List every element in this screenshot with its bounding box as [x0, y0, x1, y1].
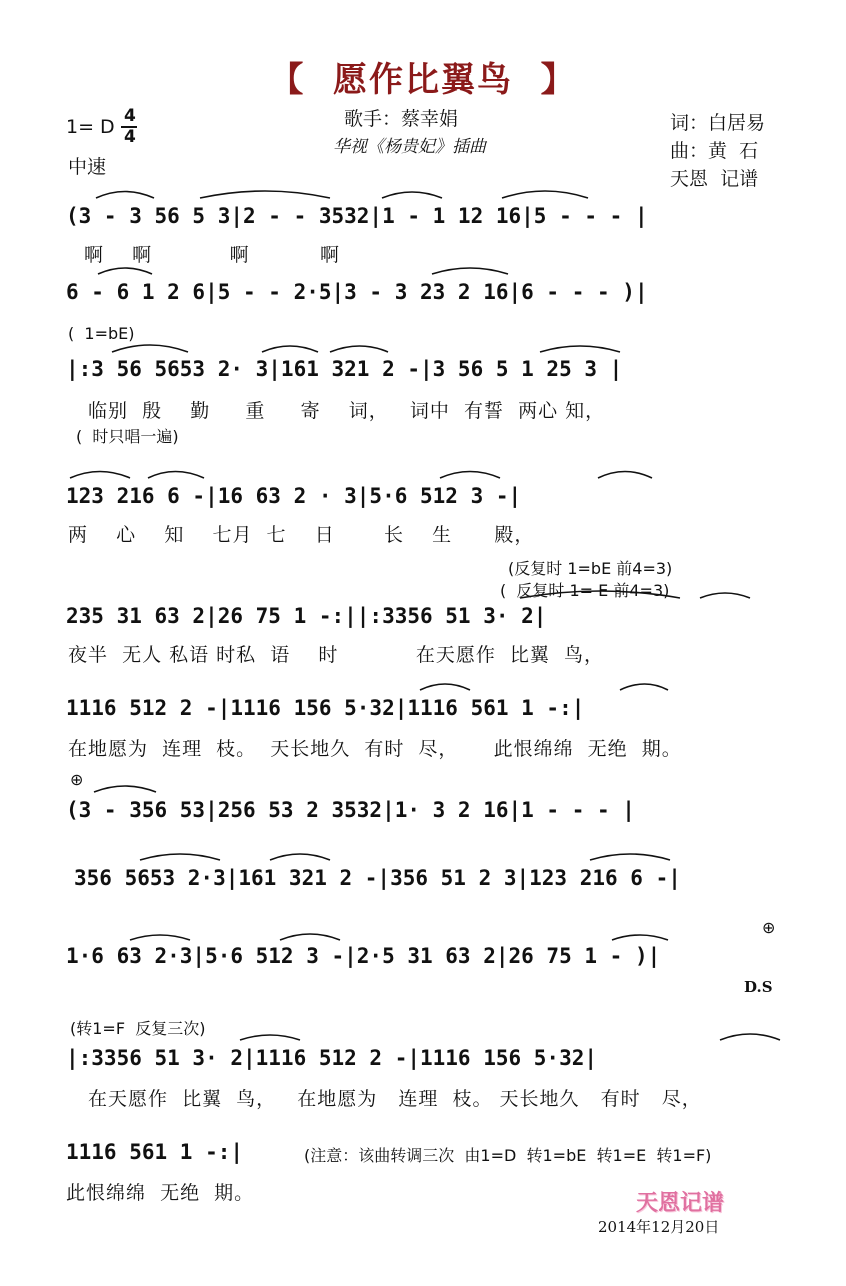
- score-line: 123 216 6 -|16 63 2 · 3|5·6 512 3 -|: [66, 484, 522, 508]
- score-line: 235 31 63 2|26 75 1 -:||:3356 51 3· 2|: [66, 604, 547, 628]
- lyric-line: 临别 殷 勤 重 寄 词， 词中 有誓 两心 知，: [88, 400, 606, 422]
- score-line: |:3 56 5653 2· 3|161 321 2 -|3 56 5 1 25 3 |: [66, 357, 623, 381]
- lyric-line: 在地愿为 连理 枝。 天长地久 有时 尽， 此恨绵绵 无绝 期。: [68, 738, 682, 760]
- key-signature: 1= D: [66, 116, 115, 138]
- score-line: 356 5653 2·3|161 321 2 -|356 51 2 3|123 216 6 -|: [74, 866, 681, 890]
- lyric-line: 夜半 无人 私语 时私 语 时 在天愿作 比翼 鸟，: [68, 644, 604, 666]
- coda-icon: ⊕: [762, 918, 776, 937]
- coda-icon: ⊕: [70, 770, 84, 789]
- segno-once-note: ( 时只唱一遍): [76, 427, 179, 446]
- repeat-note-1: (反复时 1=bE 前4=3): [508, 559, 673, 578]
- time-sig-top: 4: [124, 106, 136, 126]
- segno-key-note: ( 1=bE): [68, 324, 135, 343]
- lyric-line: 啊 啊 啊 啊: [84, 244, 340, 266]
- source-credit: 华视《杨贵妃》插曲: [333, 137, 486, 157]
- score-line: (3 - 356 53|256 53 2 3532|1· 3 2 16|1 - - - |: [66, 798, 635, 822]
- lyricist-credit: 词：白居易: [670, 112, 766, 134]
- modulation-footnote: (注意：该曲转调三次 由1=D 转1=bE 转1=E 转1=F): [304, 1146, 712, 1165]
- composer-credit: 曲：黄 石: [670, 140, 759, 162]
- tempo-marking: 中速: [68, 156, 107, 178]
- signature-stamp: 天恩记谱: [636, 1191, 725, 1216]
- lyric-line: 两 心 知 七月 七 日 长 生 殿，: [68, 524, 535, 546]
- score-line: 1·6 63 2·3|5·6 512 3 -|2·5 31 63 2|26 75 1 - )|: [66, 944, 661, 968]
- score-line: 6 - 6 1 2 6|5 - - 2·5|3 - 3 23 2 16|6 - - - )|: [66, 280, 648, 304]
- repeat-note-2: ( 反复时 1= E 前4=3): [500, 581, 670, 600]
- modulation-note: (转1=F 反复三次): [70, 1019, 206, 1038]
- singer-credit: 歌手：蔡幸娟: [344, 108, 459, 130]
- score-line: 1116 561 1 -:|: [66, 1140, 244, 1164]
- lyric-line: 此恨绵绵 无绝 期。: [66, 1182, 255, 1204]
- page-title: 【 愿作比翼鸟 】: [269, 60, 577, 100]
- dal-segno-mark: D.S: [744, 978, 773, 996]
- transcriber-credit: 天恩 记谱: [670, 168, 759, 190]
- time-sig-bottom: 4: [124, 127, 136, 147]
- score-line: |:3356 51 3· 2|1116 512 2 -|1116 156 5·32|: [66, 1046, 598, 1070]
- score-line: (3 - 3 56 5 3|2 - - 3532|1 - 1 12 16|5 - - - |: [66, 204, 648, 228]
- score-line: 1116 512 2 -|1116 156 5·32|1116 561 1 -:|: [66, 696, 585, 720]
- date-text: 2014年12月20日: [598, 1218, 720, 1236]
- lyric-line: 在天愿作 比翼 鸟， 在地愿为 连理 枝。 天长地久 有时 尽，: [88, 1088, 702, 1110]
